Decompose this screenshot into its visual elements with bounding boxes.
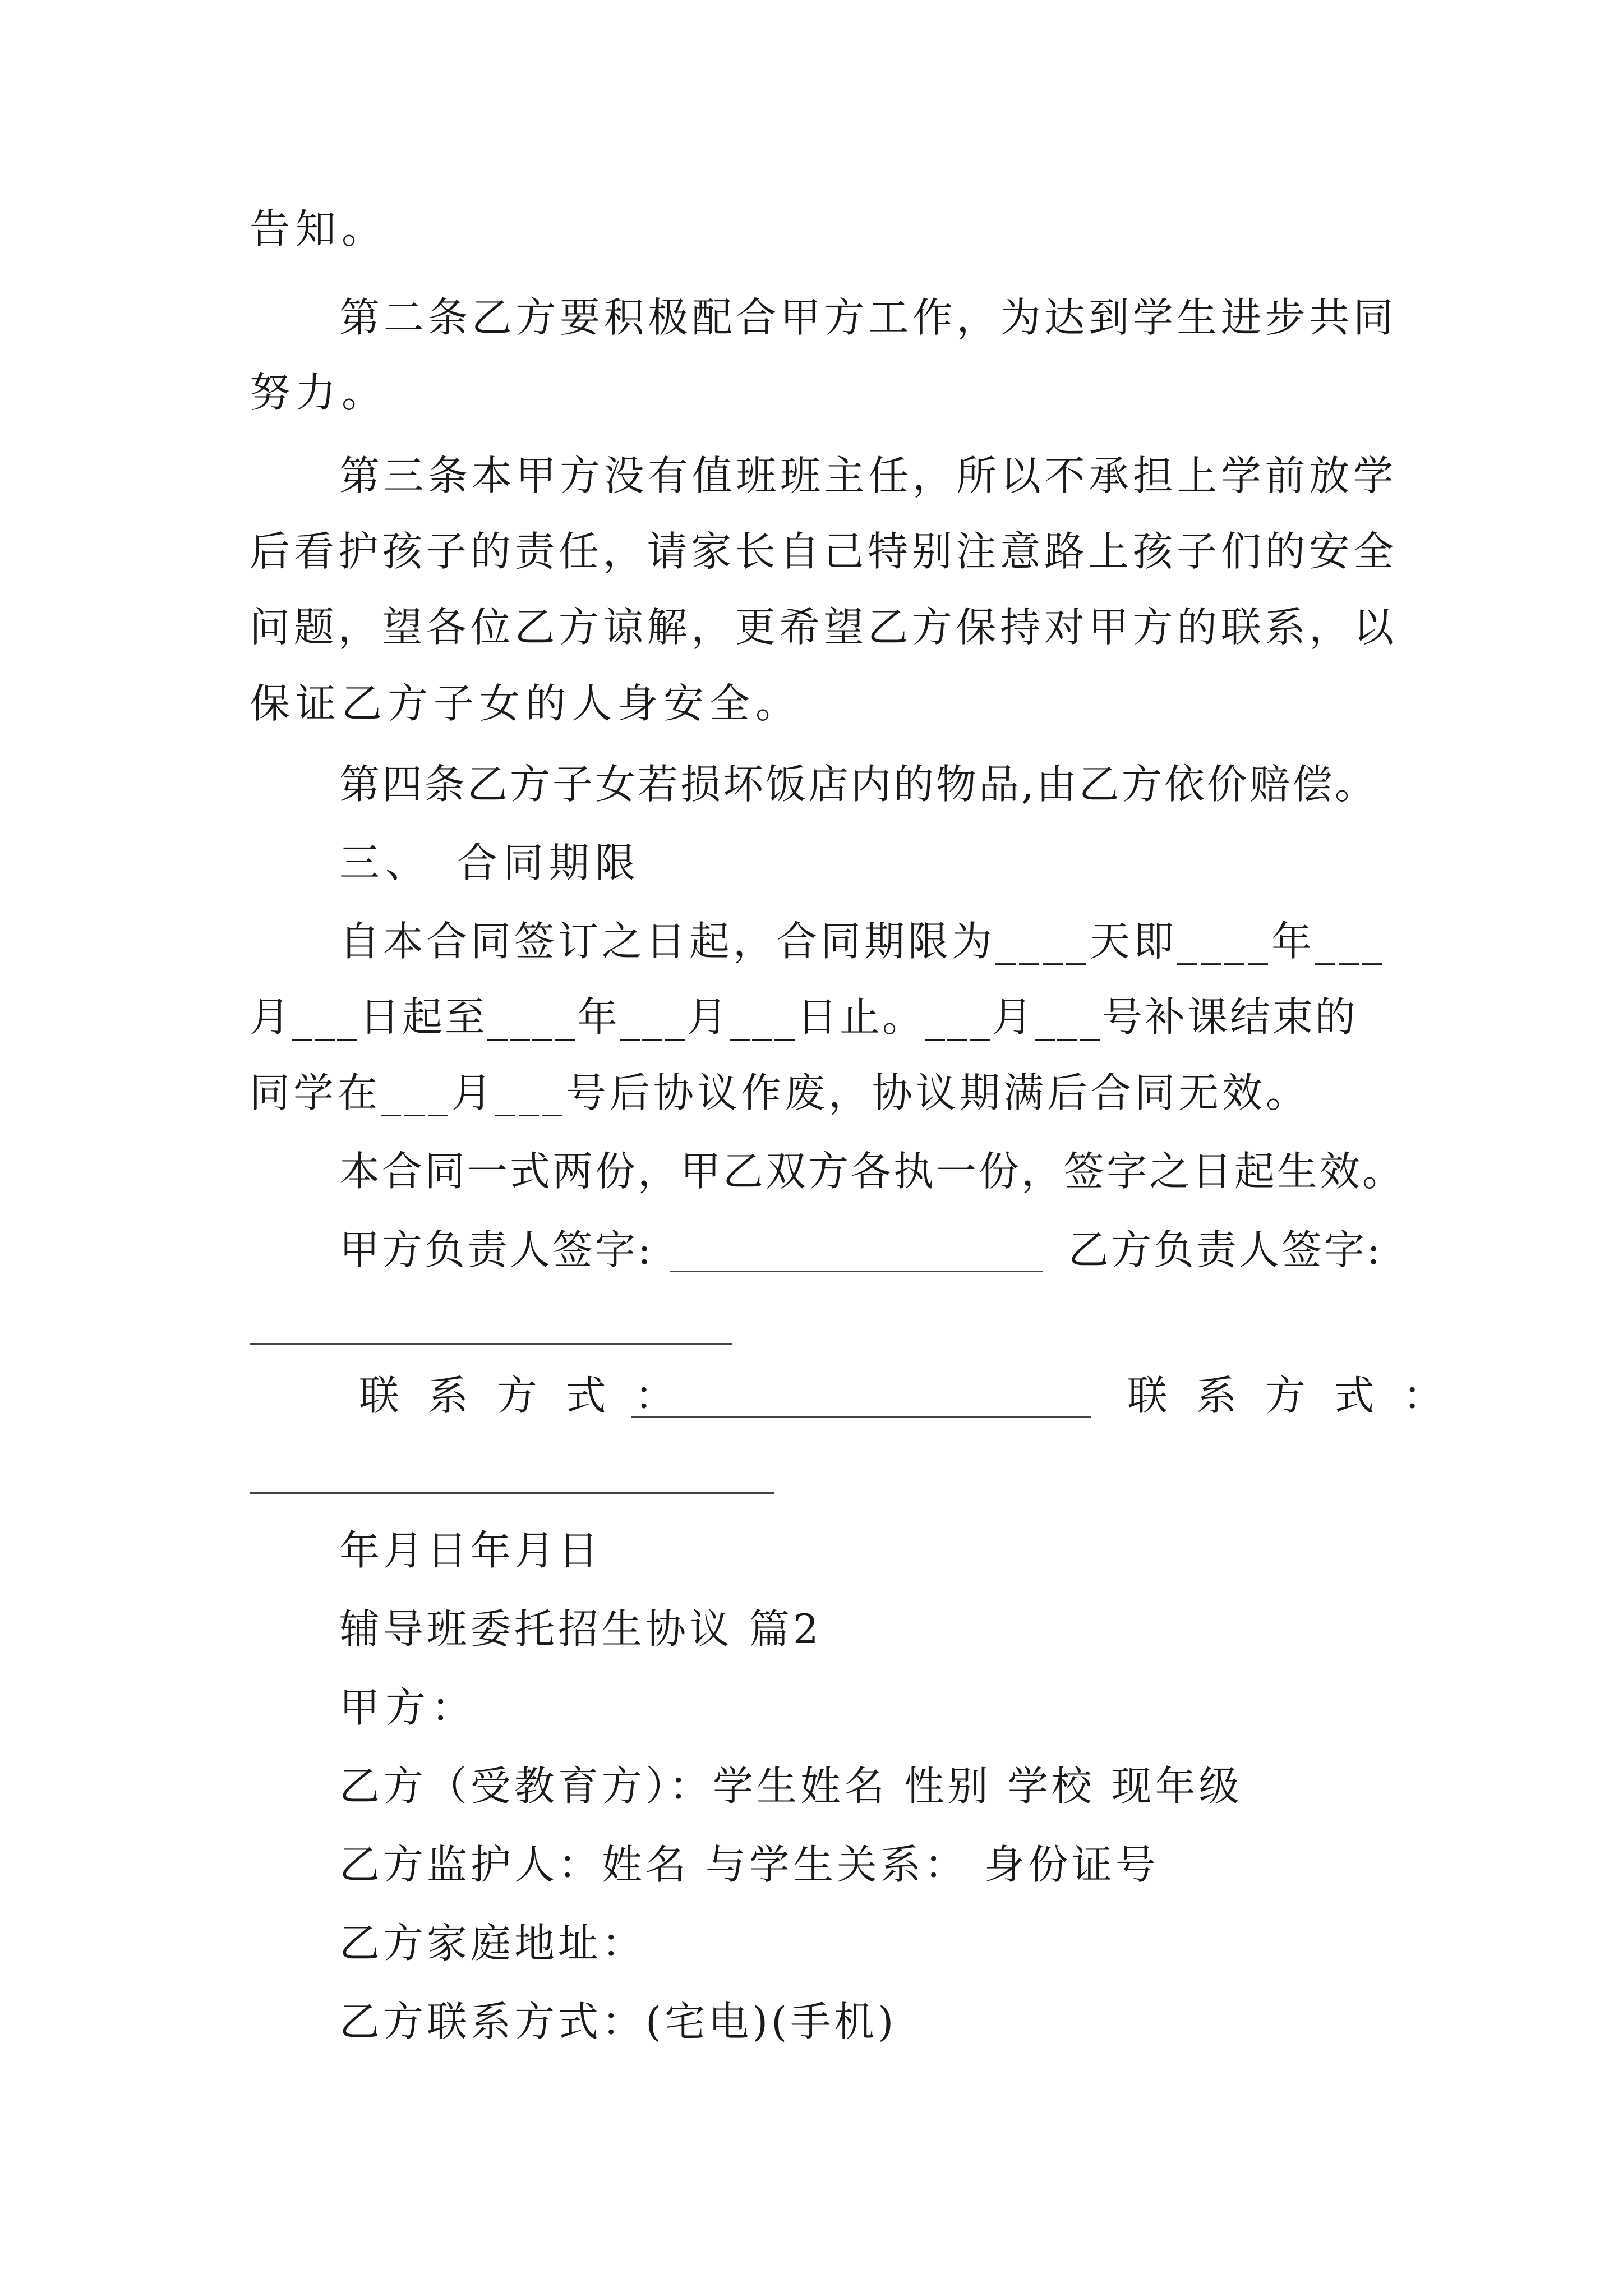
term-line-1: 自本合同签订之日起，合同期限为____天即____年___ xyxy=(339,918,1386,965)
guardian-field: 乙方监护人：姓名 与学生关系： 身份证号 xyxy=(339,1841,1159,1888)
party-a-signature-label: 甲方负责人签字: xyxy=(339,1226,654,1273)
section-3-heading: 三、 合同期限 xyxy=(339,839,642,886)
party-b-signature-blank xyxy=(250,1343,732,1345)
party-a-field: 甲方： xyxy=(339,1684,478,1731)
party-a-signature-blank xyxy=(670,1271,1043,1272)
party-a-contact-blank xyxy=(631,1416,1091,1418)
contact-field: 乙方联系方式：(宅电)(手机) xyxy=(339,1998,897,2045)
home-address-field: 乙方家庭地址： xyxy=(339,1920,646,1967)
clause-2-line-1: 第 二 条 乙 方 要 积 极 配 合 甲 方 工 作 ， 为 达 到 学 生 进 步 共 同 xyxy=(339,294,1394,341)
clause-2-line-2: 努力。 xyxy=(250,369,388,416)
party-b-field: 乙方（受教育方）：学生姓名 性别 学校 现年级 xyxy=(339,1763,1243,1810)
clause-3-line-3: 问 题 ， 望 各 位 乙 方 谅 解 ， 更 希 望 乙 方 保 持 对 甲 方 的 联 系 ， 以 xyxy=(250,604,1394,651)
party-b-contact-blank xyxy=(250,1492,774,1494)
section-title: 辅导班委托招生协议 篇2 xyxy=(339,1605,822,1653)
date-line: 年月日年月日 xyxy=(339,1527,602,1574)
clause-4-line: 第四条乙方子女若损坏饭店内的物品,由乙方依价赔偿。 xyxy=(339,761,1377,808)
clause-3-line-2: 后 看 护 孩 子 的 责 任 ， 请 家 长 自 己 特 别 注 意 路 上 孩 子 们 的 安 全 xyxy=(250,528,1394,575)
clause-3-line-4: 保证乙方子女的人身安全。 xyxy=(250,680,802,727)
party-b-contact-label: 联 系 方 式 ： xyxy=(1127,1372,1451,1419)
term-line-2: 月___日起至____年___月___日止。___月___号补课结束的 xyxy=(250,993,1358,1041)
term-line-3: 同学在___月___号后协议作废，协议期满后合同无效。 xyxy=(250,1069,1310,1116)
clause-3-line-1: 第 三 条 本 甲 方 没 有 值 班 班 主 任 ， 所 以 不 承 担 上 学 前 放 学 xyxy=(339,452,1394,499)
copies-clause: 本合同一式两份，甲乙双方各执一份，签字之日起生效。 xyxy=(339,1148,1405,1195)
party-b-signature-label: 乙方负责人签字: xyxy=(1068,1226,1383,1273)
party-a-contact-label: 联 系 方 式 ： xyxy=(359,1372,683,1419)
paragraph-line: 告知。 xyxy=(250,205,388,252)
